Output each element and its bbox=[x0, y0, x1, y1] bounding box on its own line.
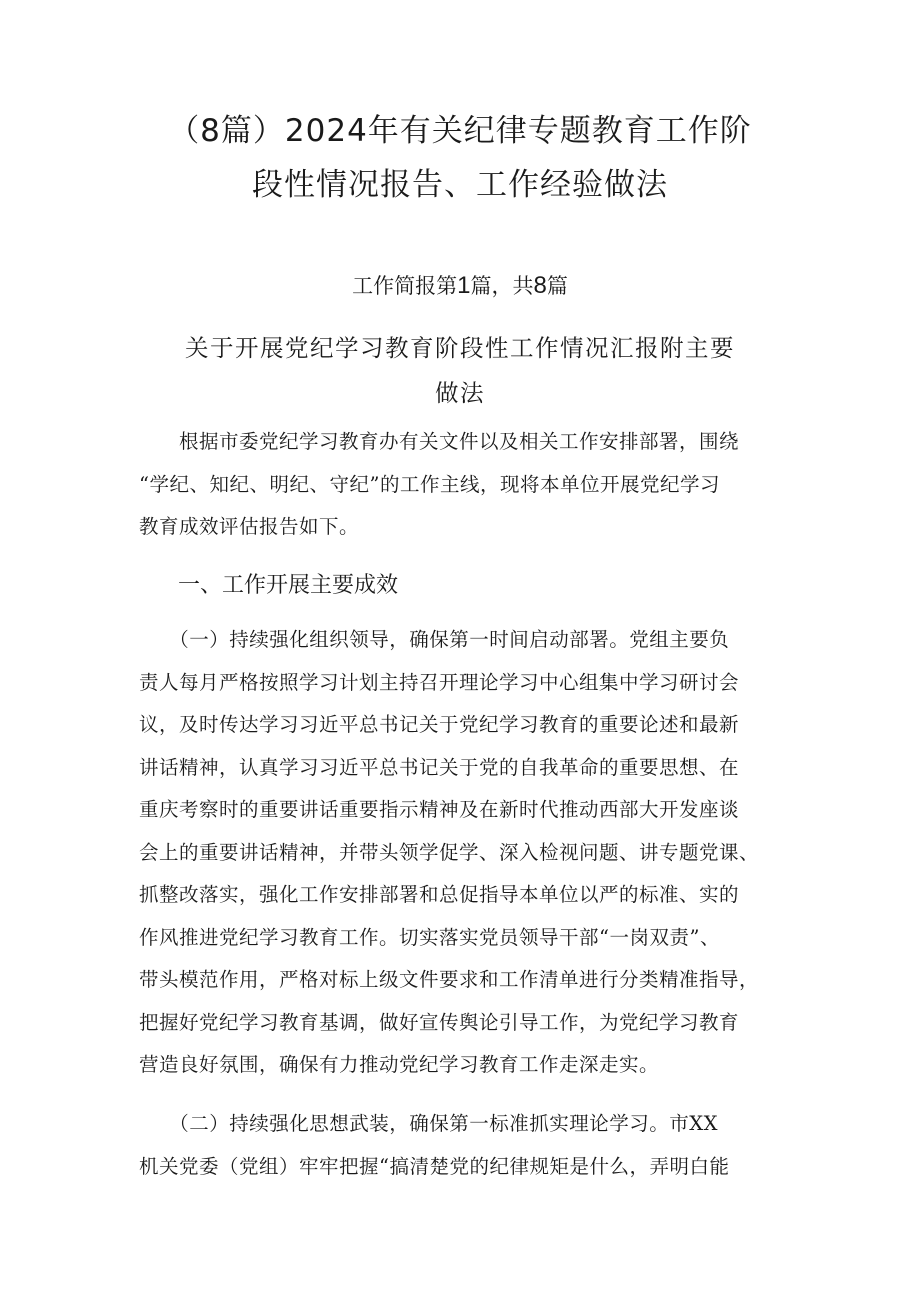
paragraph-line: 把握好党纪学习教育基调，做好宣传舆论引导工作，为党纪学习教育 bbox=[139, 1010, 740, 1034]
paragraph-line: 议，及时传达学习习近平总书记关于党纪学习教育的重要论述和最新 bbox=[139, 713, 740, 736]
series-middle: 篇，共 bbox=[470, 274, 534, 298]
document-subtitle bbox=[150, 326, 770, 416]
series-prefix: 工作简报第 bbox=[352, 274, 458, 298]
title-line-1: （8篇）2024年有关纪律专题教育工作阶 bbox=[168, 113, 752, 149]
document-title bbox=[130, 104, 790, 212]
subtitle-line-2: 做法 bbox=[435, 379, 485, 407]
series-suffix: 篇 bbox=[546, 274, 568, 298]
title-line-2: 段性情况报告、工作经验做法 bbox=[252, 167, 668, 203]
paragraph-line: 机关党委（党组）牢牢把握“搞清楚党的纪律规矩是什么，弄明白能 bbox=[139, 1154, 730, 1178]
intro-line: 根据市委党纪学习教育办有关文件以及相关工作安排部署，围绕 bbox=[139, 430, 740, 453]
paragraph-2 bbox=[139, 1103, 799, 1188]
paragraph-line: 抓整改落实，强化工作安排部署和总促指导本单位以严的标准、实的 bbox=[139, 883, 740, 906]
series-current-number: 1 bbox=[457, 272, 471, 299]
paragraph-line: 带头模范作用，严格对标上级文件要求和工作清单进行分类精准指导， bbox=[139, 968, 760, 991]
section-heading: 一、工作开展主要成效 bbox=[178, 573, 399, 598]
paragraph-line: 责人每月严格按照学习计划主持召开理论学习中心组集中学习研讨会 bbox=[139, 670, 740, 694]
paragraph-line: 重庆考察时的重要讲话重要指示精神及在新时代推动西部大开发座谈 bbox=[139, 798, 740, 821]
paragraph-line: （二）持续强化思想武装，确保第一标准抓实理论学习。市XX bbox=[139, 1112, 719, 1135]
subtitle-line-1: 关于开展党纪学习教育阶段性工作情况汇报附主要 bbox=[185, 334, 735, 362]
paragraph-line: 营造良好氛围，确保有力推动党纪学习教育工作走深走实。 bbox=[139, 1053, 660, 1076]
intro-paragraph bbox=[139, 421, 799, 549]
intro-line: 教育成效评估报告如下。 bbox=[139, 515, 360, 538]
paragraph-line: 会上的重要讲话精神，并带头领学促学、深入检视问题、讲专题党课、 bbox=[139, 840, 760, 864]
paragraph-line: （一）持续强化组织领导，确保第一时间启动部署。党组主要负 bbox=[139, 628, 730, 651]
intro-line: “学纪、知纪、明纪、守纪”的工作主线，现将本单位开展党纪学习 bbox=[139, 472, 720, 496]
paragraph-1 bbox=[139, 619, 799, 1087]
paragraph-line: 作风推进党纪学习教育工作。切实落实党员领导干部“一岗双责”、 bbox=[139, 925, 720, 949]
paragraph-line: 讲话精神，认真学习习近平总书记关于党的自我革命的重要思想、在 bbox=[139, 755, 740, 779]
series-total-number: 8 bbox=[533, 272, 547, 299]
series-label bbox=[200, 266, 720, 306]
